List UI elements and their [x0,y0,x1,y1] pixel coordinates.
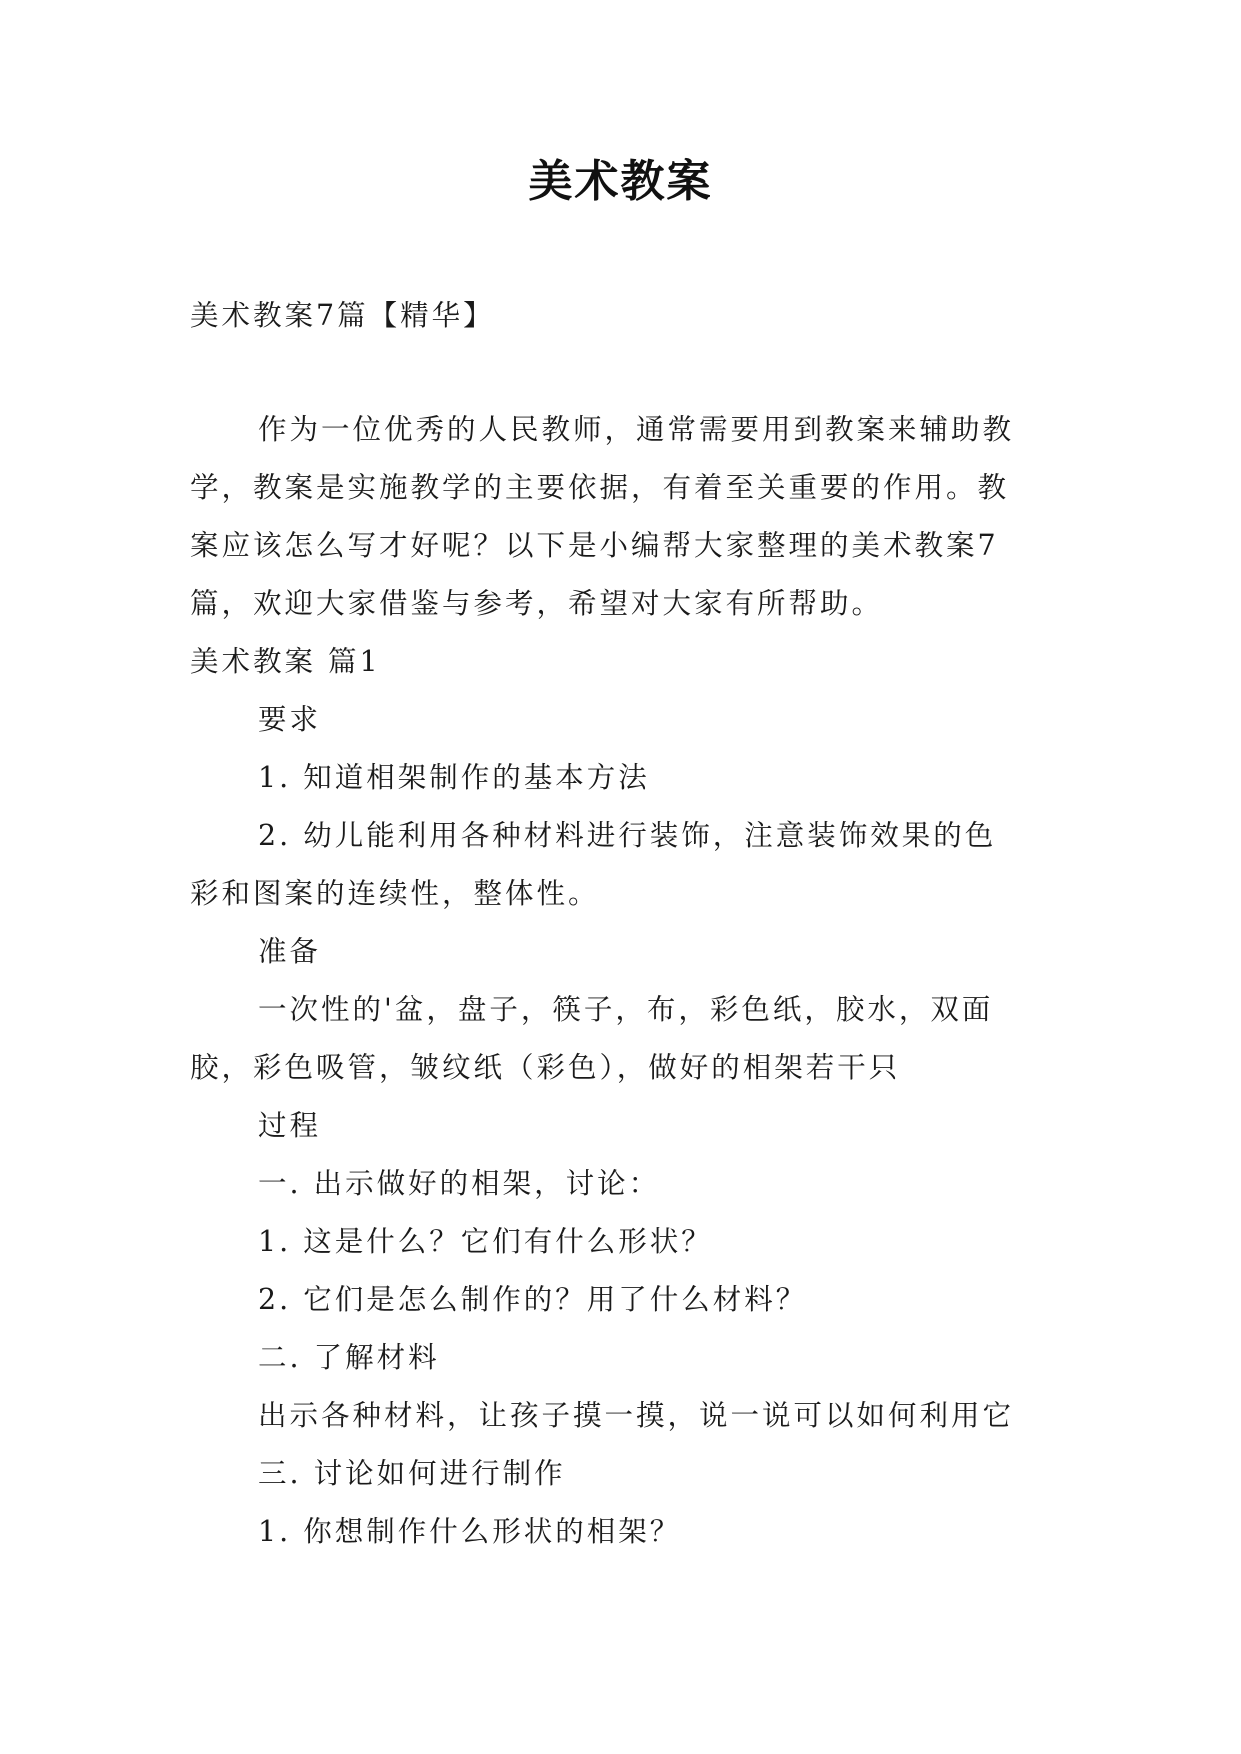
body-line: 一次性的'盆，盘子，筷子，布，彩色纸，胶水，双面 [258,993,994,1026]
document-title: 美术教案 [528,156,713,207]
body-line: 一. 出示做好的相架，讨论： [258,1167,661,1200]
body-line: 三. 讨论如何进行制作 [258,1457,566,1490]
body-line: 1. 这是什么？它们有什么形状？ [258,1225,713,1258]
document-subtitle: 美术教案7篇【精华】 [190,299,495,332]
body-line: 要求 [258,703,322,736]
intro-line: 案应该怎么写才好呢？以下是小编帮大家整理的美术教案7 [190,529,999,562]
body-line: 1. 知道相架制作的基本方法 [258,761,650,794]
body-line: 二. 了解材料 [258,1341,440,1374]
body-line: 彩和图案的连续性，整体性。 [190,877,600,910]
body-line: 胶，彩色吸管，皱纹纸（彩色），做好的相架若干只 [190,1051,901,1084]
body-line: 出示各种材料，让孩子摸一摸，说一说可以如何利用它 [258,1399,1015,1432]
body-line: 1. 你想制作什么形状的相架？ [258,1515,682,1548]
intro-line: 作为一位优秀的人民教师，通常需要用到教案来辅助教 [258,413,1015,446]
body-line: 准备 [258,935,322,968]
body-line: 2. 它们是怎么制作的？用了什么材料？ [258,1283,808,1316]
body-line: 2. 幼儿能利用各种材料进行装饰，注意装饰效果的色 [258,819,997,852]
intro-line: 学，教案是实施教学的主要依据，有着至关重要的作用。教 [190,471,1010,504]
body-line: 过程 [258,1109,322,1142]
section-heading: 美术教案 篇1 [190,645,381,678]
intro-line: 篇，欢迎大家借鉴与参考，希望对大家有所帮助。 [190,587,884,620]
